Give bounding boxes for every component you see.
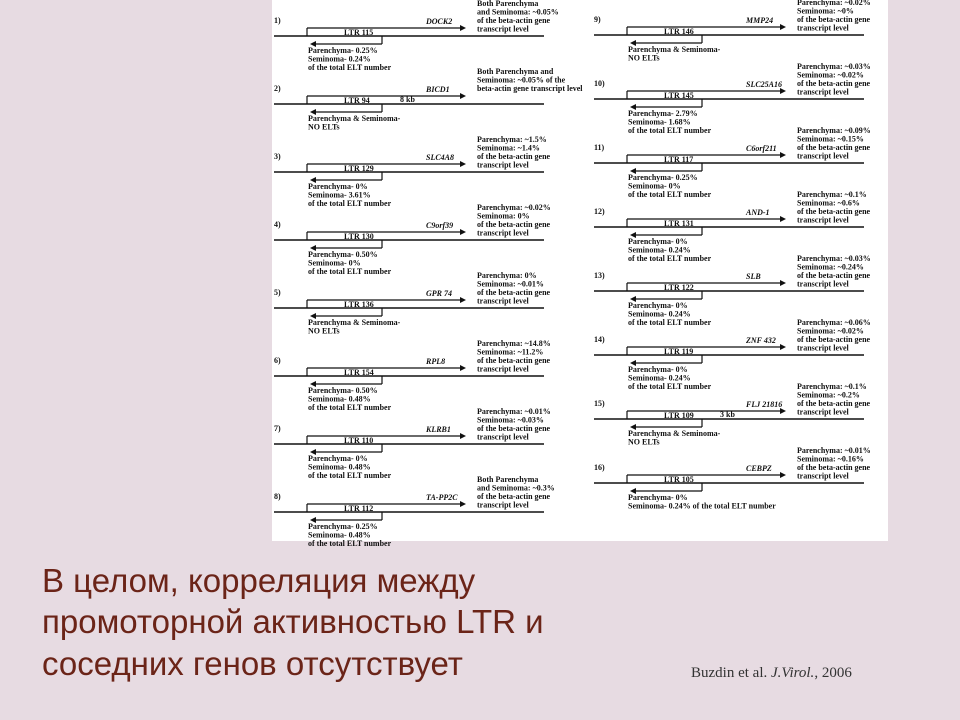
gene-expression-text: of the beta-actin gene [797, 143, 871, 152]
elt-text: Parenchyma- 0% [308, 182, 368, 191]
gene-expression-text: and Seminoma: ~0.3% [477, 483, 555, 493]
distance-label: 3 kb [720, 410, 735, 419]
gene-expression-text: transcript level [477, 296, 529, 306]
panel-15 [594, 382, 871, 447]
panel-14 [594, 318, 871, 391]
gene-expression-text: of the beta-actin gene [477, 356, 551, 365]
citation-year: , 2006 [814, 665, 852, 681]
gene-name: FLJ 21816 [746, 400, 783, 409]
elt-text: Parenchyma- 0% [628, 365, 688, 374]
elt-text: of the total ELT number [628, 190, 712, 199]
panel-number: 16) [594, 463, 605, 472]
gene-arrowhead [460, 229, 466, 235]
elt-text: Seminoma- 0.24% [628, 245, 691, 255]
gene-arrowhead [460, 161, 466, 167]
gene-expression-text: transcript level [477, 228, 529, 238]
elt-text: of the total ELT number [308, 471, 392, 480]
gene-expression-text: Both Parenchyma [477, 0, 539, 8]
citation-journal: J.Virol. [770, 665, 815, 681]
elt-text: Parenchyma- 0.25% [308, 522, 378, 531]
elt-text: Seminoma- 0.24% [628, 373, 691, 383]
ltr-label: LTR 117 [664, 155, 694, 164]
gene-expression-text: Seminoma: 0% [477, 211, 530, 221]
ltr-label: LTR 122 [664, 283, 694, 292]
gene-expression-text: and Seminoma: ~0.05% [477, 7, 559, 17]
gene-expression-text: Seminoma: ~0.01% [477, 279, 544, 289]
gene-expression-text: of the beta-actin gene [797, 335, 871, 344]
panel-number: 8) [274, 492, 281, 501]
gene-name: BICD1 [426, 85, 450, 94]
gene-expression-text: transcript level [477, 24, 529, 34]
citation [691, 665, 852, 682]
gene-name: SLC25A16 [746, 80, 783, 89]
panel-number: 14) [594, 335, 605, 344]
gene-name: SLB [746, 272, 761, 281]
elt-text: of the total ELT number [308, 403, 392, 412]
gene-expression-text: transcript level [797, 215, 849, 225]
ltr-label: LTR 146 [664, 27, 694, 36]
panel-number: 6) [274, 356, 281, 365]
gene-name: DOCK2 [426, 17, 453, 26]
gene-expression-text: of the beta-actin gene [797, 15, 871, 24]
elt-text: of the total ELT number [308, 63, 392, 72]
gene-expression-text: Both Parenchyma and [477, 67, 554, 76]
elt-text: Parenchyma- 0.50% [308, 250, 378, 259]
panel-number: 10) [594, 79, 605, 88]
elt-text: Parenchyma & Seminoma- [628, 45, 721, 54]
elt-text: of the total ELT number [628, 382, 712, 391]
gene-expression-text: Seminoma: ~0.6% [797, 198, 860, 208]
gene-expression-text: Parenchyma: ~0.01% [797, 446, 871, 455]
elt-text: Parenchyma- 0% [308, 454, 368, 463]
gene-expression-text: Parenchyma: ~14.8% [477, 339, 551, 348]
elt-text: of the total ELT number [308, 539, 392, 548]
gene-expression-text: Parenchyma: ~0.02% [797, 0, 871, 7]
gene-expression-text: of the beta-actin gene [797, 207, 871, 216]
gene-expression-text: Seminoma: ~11.2% [477, 347, 544, 357]
gene-arrowhead [460, 297, 466, 303]
gene-name: KLRB1 [426, 425, 451, 434]
elt-text: NO ELTs [308, 326, 340, 336]
panel-number: 1) [274, 16, 281, 25]
elt-text: Parenchyma & Seminoma- [628, 429, 721, 438]
gene-expression-text: Seminoma: ~0.02% [797, 70, 864, 80]
panel-8 [274, 475, 555, 548]
elt-text: Seminoma- 0.48% [308, 394, 371, 404]
gene-expression-text: transcript level [797, 87, 849, 97]
gene-expression-text: transcript level [797, 279, 849, 289]
panel-number: 12) [594, 207, 605, 216]
ltr-label: LTR 130 [344, 232, 374, 241]
gene-name: CEBPZ [746, 464, 772, 473]
diagram-svg [272, 0, 888, 548]
panel-number: 5) [274, 288, 281, 297]
caption-line-3: соседних генов отсутствует [42, 644, 463, 682]
ltr-label: LTR 129 [344, 164, 374, 173]
gene-expression-text: Parenchyma: ~0.09% [797, 126, 871, 135]
gene-expression-text: of the beta-actin gene [477, 16, 551, 25]
gene-expression-text: of the beta-actin gene [477, 220, 551, 229]
gene-expression-text: transcript level [797, 471, 849, 481]
gene-expression-text: transcript level [477, 160, 529, 170]
panel-3 [274, 135, 551, 208]
panel-12 [594, 190, 871, 263]
gene-expression-text: of the beta-actin gene [797, 463, 871, 472]
gene-expression-text: of the beta-actin gene [797, 79, 871, 88]
elt-text: of the total ELT number [308, 267, 392, 276]
gene-name: MMP24 [746, 16, 774, 25]
gene-arrowhead [780, 344, 786, 350]
gene-expression-text: of the beta-actin gene [477, 152, 551, 161]
panel-number: 13) [594, 271, 605, 280]
gene-arrowhead [460, 501, 466, 507]
panel-16 [594, 446, 871, 511]
elt-text: Seminoma- 0% [308, 258, 361, 268]
ltr-label: LTR 109 [664, 411, 694, 420]
ltr-label: LTR 115 [344, 28, 374, 37]
elt-text: Parenchyma- 0% [628, 301, 688, 310]
panel-10 [594, 62, 871, 135]
gene-expression-text: transcript level [477, 432, 529, 442]
ltr-label: LTR 110 [344, 436, 374, 445]
gene-arrowhead [780, 24, 786, 30]
ltr-label: LTR 105 [664, 475, 694, 484]
gene-expression-text: Parenchyma: 0% [477, 271, 537, 280]
panel-5 [274, 271, 551, 336]
gene-name: C6orf211 [746, 144, 777, 153]
gene-arrowhead [780, 472, 786, 478]
elt-text: of the total ELT number [308, 199, 392, 208]
elt-text: Seminoma- 0.48% [308, 462, 371, 472]
elt-text: Parenchyma- 0% [628, 493, 688, 502]
gene-expression-text: Seminoma: ~0.24% [797, 262, 864, 272]
ltr-label: LTR 94 [344, 96, 370, 105]
elt-text: Seminoma- 0.24% [628, 309, 691, 319]
gene-arrowhead [460, 433, 466, 439]
gene-expression-text: Seminoma: ~0% [797, 6, 854, 16]
panel-number: 11) [594, 143, 605, 152]
panel-number: 7) [274, 424, 281, 433]
gene-expression-text: transcript level [797, 151, 849, 161]
panel-13 [594, 254, 871, 327]
panel-number: 15) [594, 399, 605, 408]
gene-expression-text: transcript level [477, 364, 529, 374]
elt-text: NO ELTs [308, 122, 340, 132]
elt-text: of the total ELT number [628, 126, 712, 135]
elt-text: Parenchyma- 0.25% [308, 46, 378, 55]
panel-number: 9) [594, 15, 601, 24]
elt-text: Parenchyma- 0.50% [308, 386, 378, 395]
gene-expression-text: Parenchyma: ~0.1% [797, 190, 867, 199]
gene-expression-text: Seminoma: ~0.03% [477, 415, 544, 425]
ltr-label: LTR 131 [664, 219, 694, 228]
ltr-label: LTR 154 [344, 368, 374, 377]
gene-name: ZNF 432 [746, 336, 776, 345]
gene-expression-text: Seminoma: ~1.4% [477, 143, 540, 153]
gene-expression-text: Parenchyma: ~0.06% [797, 318, 871, 327]
panel-6 [274, 339, 551, 412]
gene-expression-text: Seminoma: ~0.16% [797, 454, 864, 464]
gene-expression-text: Parenchyma: ~0.01% [477, 407, 551, 416]
panel-7 [274, 407, 551, 480]
gene-expression-text: beta-actin gene transcript level [477, 84, 583, 93]
elt-text: Seminoma- 1.68% [628, 117, 691, 127]
elt-text: Seminoma- 0.24% of the total ELT number [628, 501, 776, 511]
gene-expression-text: of the beta-actin gene [477, 288, 551, 297]
elt-text: Parenchyma- 0% [628, 237, 688, 246]
ltr-gene-diagram-figure [272, 0, 888, 548]
gene-name: TA-PP2C [426, 493, 458, 502]
gene-expression-text: Seminoma: ~0.15% [797, 134, 864, 144]
gene-expression-text: of the beta-actin gene [797, 271, 871, 280]
panel-number: 4) [274, 220, 281, 229]
elt-text: Parenchyma- 0.25% [628, 173, 698, 182]
panel-11 [594, 126, 871, 199]
distance-label: 8 kb [400, 95, 415, 104]
gene-arrowhead [460, 25, 466, 31]
elt-text: NO ELTs [628, 437, 660, 447]
elt-text: of the total ELT number [628, 254, 712, 263]
panel-number: 2) [274, 84, 281, 93]
gene-expression-text: Seminoma: ~0.2% [797, 390, 860, 400]
gene-expression-text: transcript level [477, 500, 529, 510]
elt-text: Parenchyma & Seminoma- [308, 114, 401, 123]
gene-expression-text: Seminoma: ~0.02% [797, 326, 864, 336]
elt-text: Seminoma- 0.48% [308, 530, 371, 540]
panel-9 [594, 0, 871, 63]
elt-text: Seminoma- 0% [628, 181, 681, 191]
gene-expression-text: transcript level [797, 23, 849, 33]
elt-text: NO ELTs [628, 53, 660, 63]
gene-expression-text: Parenchyma: ~0.03% [797, 254, 871, 263]
gene-arrowhead [780, 216, 786, 222]
ltr-label: LTR 119 [664, 347, 694, 356]
ltr-label: LTR 145 [664, 91, 694, 100]
elt-text: of the total ELT number [628, 318, 712, 327]
gene-expression-text: Seminoma: ~0.05% of the [477, 75, 566, 85]
gene-expression-text: transcript level [797, 343, 849, 353]
caption-line-2: промоторной активностью LTR и [42, 603, 544, 641]
gene-name: RPL8 [426, 357, 446, 366]
gene-arrowhead [460, 93, 466, 99]
panel-4 [274, 203, 551, 276]
gene-expression-text: of the beta-actin gene [797, 399, 871, 408]
gene-arrowhead [780, 152, 786, 158]
gene-expression-text: Parenchyma: ~0.02% [477, 203, 551, 212]
gene-expression-text: of the beta-actin gene [477, 492, 551, 501]
elt-text: Seminoma- 3.61% [308, 190, 371, 200]
panel-number: 3) [274, 152, 281, 161]
ltr-label: LTR 112 [344, 504, 374, 513]
elt-text: Parenchyma & Seminoma- [308, 318, 401, 327]
gene-name: SLC4A8 [426, 153, 455, 162]
gene-arrowhead [780, 280, 786, 286]
gene-name: AND-1 [746, 208, 770, 217]
gene-name: GPR 74 [426, 289, 452, 298]
citation-authors: Buzdin et al. [691, 665, 768, 681]
gene-expression-text: Both Parenchyma [477, 475, 539, 484]
caption-line-1: В целом, корреляция между [42, 562, 476, 599]
slide-caption [42, 560, 682, 684]
gene-expression-text: of the beta-actin gene [477, 424, 551, 433]
gene-expression-text: Parenchyma: ~0.1% [797, 382, 867, 391]
elt-text: Parenchyma- 2.79% [628, 109, 698, 118]
gene-arrowhead [460, 365, 466, 371]
gene-expression-text: transcript level [797, 407, 849, 417]
ltr-label: LTR 136 [344, 300, 374, 309]
panel-2 [274, 67, 583, 132]
gene-name: C9orf39 [426, 221, 454, 230]
elt-text: Seminoma- 0.24% [308, 54, 371, 64]
gene-expression-text: Parenchyma: ~0.03% [797, 62, 871, 71]
gene-expression-text: Parenchyma: ~1.5% [477, 135, 547, 144]
panel-1 [274, 0, 559, 72]
